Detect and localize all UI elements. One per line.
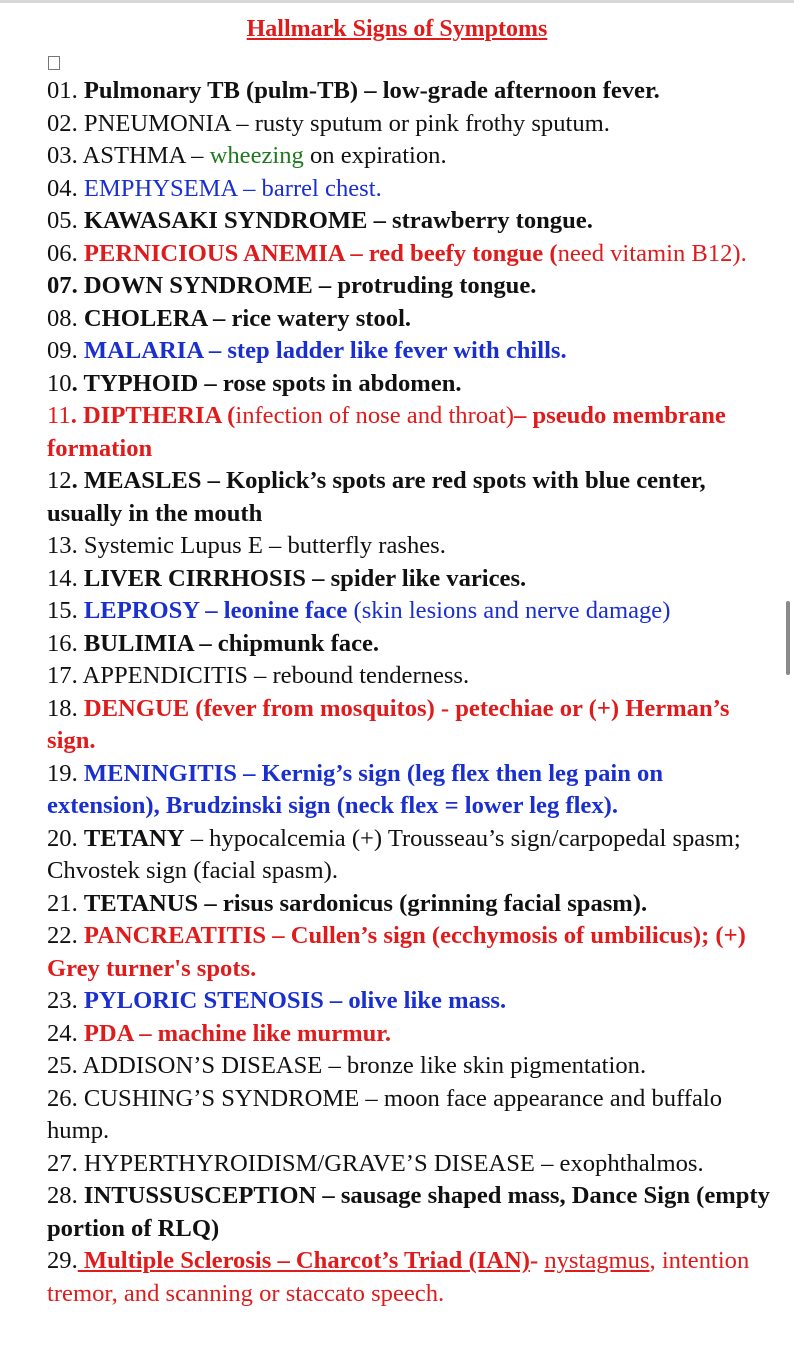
list-item-text: – hypocalcemia (+) Trousseau’s sign/carpopedal spasm; Chvostek sign (facial spasm). xyxy=(47,824,741,884)
list-item-text: MENINGITIS – Kernig’s sign (leg flex then leg pain on extension), Brudzinski sign (neck flex = lower leg flex). xyxy=(47,759,664,819)
list-item-text: 19. xyxy=(47,759,84,787)
list-item-text: 23. xyxy=(47,987,84,1014)
list-item xyxy=(47,823,777,888)
list-item-text: infection of nose and throat) xyxy=(235,402,514,429)
list-item xyxy=(47,108,777,141)
list-item-text: nystagmus xyxy=(544,1247,650,1274)
list-item-text: - xyxy=(529,1247,545,1274)
list-item xyxy=(47,465,777,530)
list-item xyxy=(47,335,777,368)
list-item-text: . TYPHOID – rose spots in abdomen. xyxy=(71,369,462,397)
list-item-text: PERNICIOUS ANEMIA – red beefy tongue ( xyxy=(83,239,558,267)
list-item-text: EMPHYSEMA – barrel chest. xyxy=(83,174,382,202)
list-item xyxy=(47,238,777,271)
list-item-text: 22. xyxy=(47,922,84,949)
list-item xyxy=(47,628,777,661)
list-item xyxy=(47,1245,777,1310)
list-item xyxy=(47,400,777,465)
list-item-text: need vitamin B12). xyxy=(557,239,747,267)
list-item-text: 18. xyxy=(47,694,84,722)
list-item-text: 14. xyxy=(47,564,84,592)
list-item xyxy=(47,1148,777,1181)
list-item-text: 24. xyxy=(47,1019,84,1047)
list-item-text: 01. xyxy=(47,77,84,104)
list-item xyxy=(47,660,777,693)
list-item-text: 06. xyxy=(47,239,84,267)
list-item-text: 21. xyxy=(47,889,84,917)
list-item-text: DENGUE (fever from mosquitos) - petechiae or (+) Herman’s sign. xyxy=(47,694,730,754)
list-item-text: . MEASLES – Koplick’s spots are red spots with blue center, usually in the mouth xyxy=(47,467,706,527)
list-item-text: INTUSSUSCEPTION – sausage shaped mass, Dance Sign (empty portion of RLQ) xyxy=(47,1182,770,1242)
list-item-text: wheezing xyxy=(209,142,304,169)
list-item xyxy=(47,985,777,1018)
list-item-text: 13. Systemic Lupus E – butterfly rashes. xyxy=(47,532,446,559)
list-item-text: Pulmonary TB (pulm-TB) – low-grade afternoon fever. xyxy=(83,77,660,104)
page-title: Hallmark Signs of Symptoms xyxy=(246,16,548,42)
list-item-text: , intention tremor, and scanning or staccato speech. xyxy=(47,1247,750,1307)
list-item-text: 25. ADDISON’S DISEASE – bronze like skin pigmentation. xyxy=(47,1052,647,1079)
empty-checkbox-icon xyxy=(48,56,60,70)
list-item-text: (skin lesions and nerve damage) xyxy=(347,597,671,624)
list-item-text: 28. xyxy=(47,1182,84,1209)
list-item xyxy=(47,75,777,108)
list-item-text: 10 xyxy=(47,369,72,397)
list-item-text: 04. xyxy=(47,174,84,202)
list-item xyxy=(47,758,777,823)
list-item xyxy=(47,270,777,303)
list-item xyxy=(47,595,777,628)
symptom-list xyxy=(47,75,777,1310)
list-item-text: 27. HYPERTHYROIDISM/GRAVE’S DISEASE – exophthalmos. xyxy=(47,1149,704,1177)
list-item xyxy=(47,1180,777,1245)
list-item-text: 08. xyxy=(47,304,84,332)
list-item xyxy=(47,303,777,336)
list-item-text: BULIMIA – chipmunk face. xyxy=(83,629,380,657)
list-item-text: PANCREATITIS – Cullen’s sign (ecchymosis of umbilicus); (+) Grey turner's spots. xyxy=(47,922,746,982)
list-item-text: – pseudo membrane formation xyxy=(47,402,726,462)
list-item xyxy=(47,693,777,758)
list-item-text: 09. xyxy=(47,337,84,364)
list-item-text: 20. xyxy=(47,824,84,852)
list-item-text: 15. xyxy=(47,597,84,624)
list-item-text: 26. CUSHING’S SYNDROME – moon face appearance and buffalo hump. xyxy=(47,1084,723,1144)
list-item xyxy=(47,563,777,596)
list-item-text: 16. xyxy=(47,629,84,657)
list-item xyxy=(47,173,777,206)
list-item-text: 02. PNEUMONIA – rusty sputum or pink frothy sputum. xyxy=(47,109,610,137)
top-border xyxy=(0,0,794,3)
list-item-text: TETANY xyxy=(83,824,185,852)
list-item-text: 17. APPENDICITIS – rebound tenderness. xyxy=(47,662,470,689)
list-item xyxy=(47,920,777,985)
list-item-text: 11 xyxy=(47,402,71,429)
list-item-text: PDA – machine like murmur. xyxy=(83,1019,392,1047)
list-item-text: on expiration. xyxy=(303,142,447,169)
list-item xyxy=(47,205,777,238)
list-item-text: LIVER CIRRHOSIS – spider like varices. xyxy=(83,564,527,592)
list-item xyxy=(47,1050,777,1083)
list-item xyxy=(47,888,777,921)
list-item-text: MALARIA – step ladder like fever with chills. xyxy=(83,337,567,364)
list-item-text: TETANUS – risus sardonicus (grinning facial spasm). xyxy=(83,889,648,917)
list-item-text: 07. DOWN SYNDROME – protruding tongue. xyxy=(47,272,537,299)
list-item-text: 03. ASTHMA – xyxy=(47,142,210,169)
list-item-text: CHOLERA – rice watery stool. xyxy=(83,304,412,332)
list-item xyxy=(47,368,777,401)
list-item-text: 29. xyxy=(47,1247,78,1274)
list-item-text: Multiple Sclerosis – Charcot’s Triad (IAN) xyxy=(77,1247,530,1274)
list-item xyxy=(47,530,777,563)
list-item-text: PYLORIC STENOSIS – olive like mass. xyxy=(83,987,507,1014)
list-item-text: KAWASAKI SYNDROME – strawberry tongue. xyxy=(83,207,593,234)
scrollbar[interactable] xyxy=(786,601,790,675)
list-item xyxy=(47,140,777,173)
list-item-text: 05. xyxy=(47,207,84,234)
list-item-text: . DIPTHERIA ( xyxy=(70,402,236,429)
list-item-text: LEPROSY – leonine face xyxy=(83,597,348,624)
list-item xyxy=(47,1018,777,1051)
list-item xyxy=(47,1083,777,1148)
list-item-text: 12 xyxy=(47,467,72,494)
